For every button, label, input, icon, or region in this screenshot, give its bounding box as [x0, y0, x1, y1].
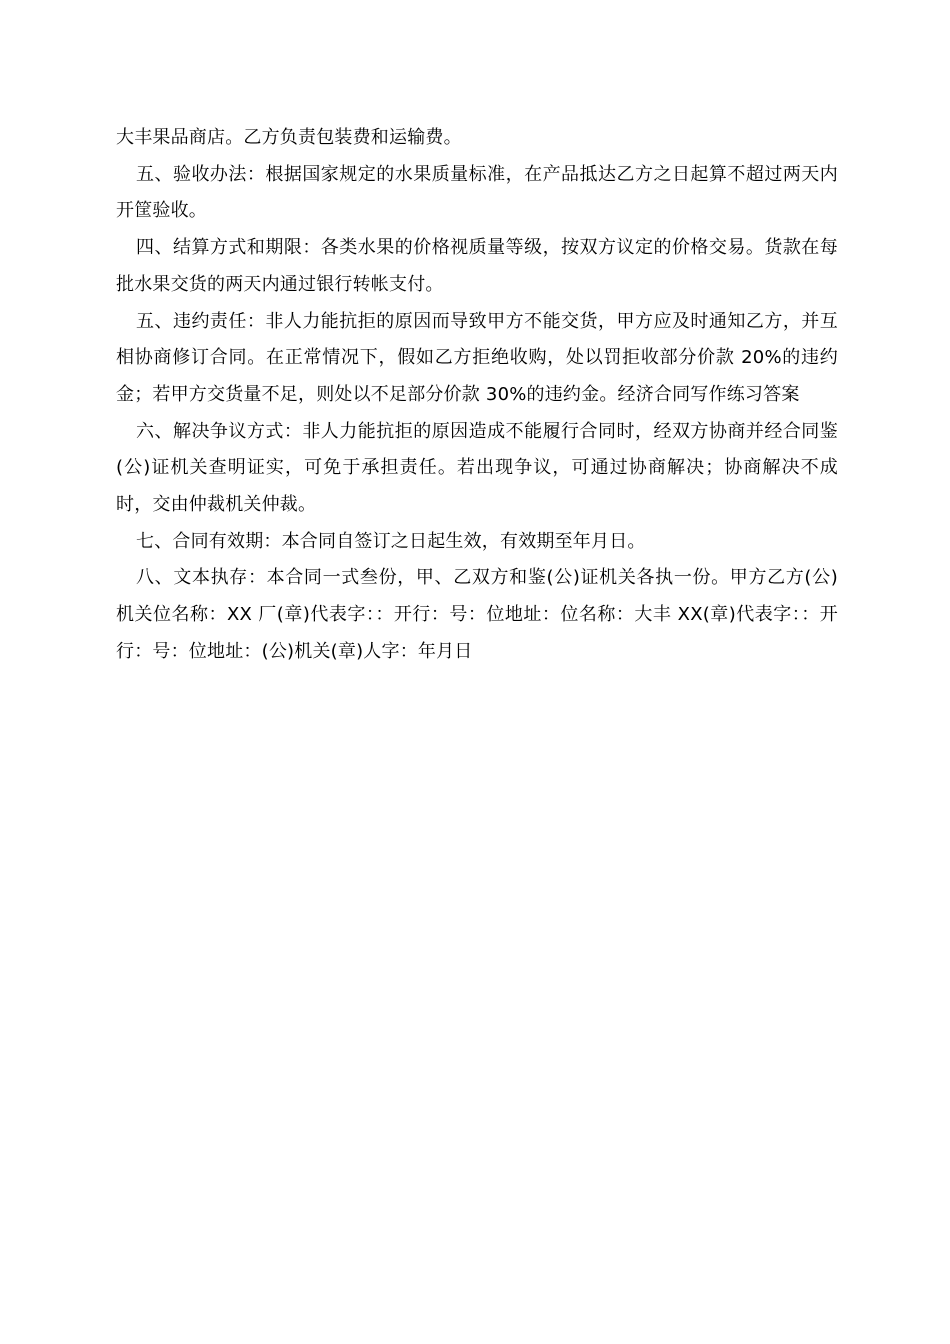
contract-body — [116, 120, 838, 671]
paragraph-validity-period: 七、合同有效期：本合同自签订之日起生效，有效期至年月日。 — [136, 530, 646, 552]
paragraph-copies-and-signatures: 八、文本执存：本合同一式叁份，甲、乙双方和鉴(公)证机关各执一份。甲方乙方(公)机关位名称：XX 厂(章)代表字：：开行：号：位地址：位名称：大丰 XX(章)代表字：：开行：号：位地址：(公)机关(章)人字：年月日 — [116, 567, 838, 662]
paragraph-settlement-terms: 四、结算方式和期限：各类水果的价格视质量等级，按双方议定的价格交易。货款在每批水果交货的两天内通过银行转帐支付。 — [116, 237, 838, 295]
paragraph-acceptance-method: 五、验收办法：根据国家规定的水果质量标准，在产品抵达乙方之日起算不超过两天内开筐验收。 — [116, 163, 838, 222]
paragraph-dispute-resolution: 六、解决争议方式：非人力能抗拒的原因造成不能履行合同时，经双方协商并经合同鉴(公)证机关查明证实，可免于承担责任。若出现争议，可通过协商解决；协商解决不成时，交由仲裁机关仲裁。 — [116, 420, 838, 516]
paragraph-breach-liability: 五、违约责任：非人力能抗拒的原因而导致甲方不能交货，甲方应及时通知乙方，并互相协商修订合同。在正常情况下，假如乙方拒绝收购，处以罚拒收部分价款 20%的违约金；若甲方交货量不足，则处以不足部分价款 30%的违约金。经济合同写作练习答案 — [116, 310, 838, 405]
paragraph-shipping-costs: 大丰果品商店。乙方负责包装费和运输费。 — [116, 127, 462, 148]
